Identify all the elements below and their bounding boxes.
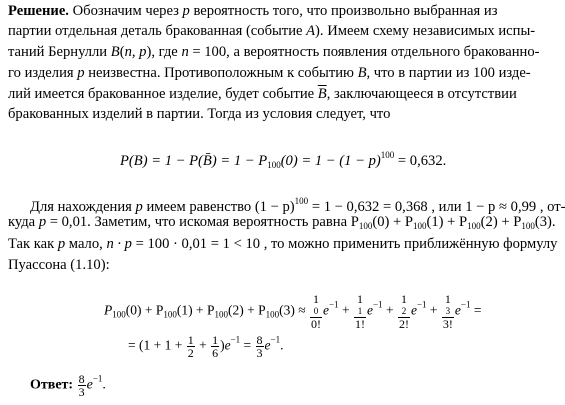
text: = 1 − 0,632 = 0,368 , или 1 − p ≈ 0,99 , от-: [308, 199, 565, 215]
equation-2-line-1: $P_{100}(0) + P_{100}(1) + P_{100}(2) + P_{100}(3)$ ≈ 1 0 0! $e^{-1}$ + 1 1 1! $e^{-1}$ + 1 2 2! $e^{-1}$ + 1 3 3! $e^{-1}$ =: [104, 292, 482, 331]
text: партии отдельная деталь бракованная (событие: [8, 23, 307, 39]
text: неизвестна. Противоположным к событию: [84, 65, 358, 81]
text: Для нахождения: [30, 199, 136, 215]
text: Так как: [8, 236, 58, 252]
text: таний Бернулли: [8, 44, 111, 60]
var-n: n: [181, 44, 189, 60]
var-B: B: [357, 65, 367, 81]
var-B: B: [110, 44, 120, 60]
solution-line-3: таний Бернулли B(n, p), где n = 100, а вероятность появления отдельного бракованно-: [8, 44, 540, 60]
paragraph2-line-2: [8, 213, 556, 235]
e: e: [86, 377, 93, 393]
fraction-3: 1 3 3!: [442, 292, 453, 331]
eq2-P: P: [104, 302, 113, 318]
text: = 100, а вероятность появления отдельного бракованно-: [188, 44, 540, 60]
fraction-0: 1 0 0!: [311, 292, 322, 331]
sub-100: 100: [413, 221, 427, 231]
text: вероятность того, что произвольно выбранная из: [189, 3, 498, 19]
text: , где: [151, 44, 182, 60]
sub-100: 100: [467, 221, 481, 231]
solution-line-2: [8, 22, 535, 40]
text: Пуассона (1.10):: [8, 257, 110, 273]
exp-100: 100: [294, 196, 309, 206]
text: бракованных изделий в партии. Тогда из условия следует, что: [8, 106, 391, 122]
e: e: [410, 302, 417, 318]
n-times-p: n · p: [106, 236, 132, 252]
eq2-sub: 100: [265, 309, 280, 320]
e: e: [366, 302, 373, 318]
var-A: A: [306, 23, 316, 39]
text: лий имеется бракованное изделие, будет событие: [8, 86, 318, 102]
solution-heading: Решение.: [8, 3, 69, 19]
fraction-8-3: $\frac{8}{3}$: [256, 333, 263, 360]
e: e: [323, 302, 330, 318]
text: (1) + P: [426, 214, 468, 230]
sub-100: 100: [521, 221, 535, 231]
e: e: [454, 302, 461, 318]
eq2-sub: 100: [112, 309, 126, 320]
text: Обозначим через: [68, 3, 183, 19]
var-p: p: [57, 236, 66, 252]
answer-label: Ответ:: [30, 377, 74, 393]
eq2-term: (1) + P: [176, 302, 215, 318]
text: (0) + P: [372, 214, 413, 230]
fraction-half: $\frac{1}{2}$: [187, 333, 194, 360]
e: e: [224, 337, 231, 353]
equation-2-line-2: = (1 + 1 + $\frac{1}{2}$ + $\frac{1}{6}$ )$e^{-1}$ = $\frac{8}{3}$ $e^{-1}$.: [128, 333, 284, 360]
text: (2) + P: [480, 214, 522, 230]
text: мало,: [65, 236, 107, 252]
solution-line-1: [8, 2, 497, 20]
sub-100: 100: [358, 221, 373, 231]
fraction-2: 1 2 2!: [398, 292, 409, 331]
solution-line-4: [8, 64, 531, 82]
solution-line-6: [8, 105, 390, 123]
paragraph2-line-3: [8, 235, 557, 253]
equation-1: [120, 150, 446, 170]
paragraph2-line-4: [8, 256, 110, 274]
eq1-lhs: P(B) = 1 − P(B̄) = 1 − P: [120, 153, 268, 169]
text: го изделия: [8, 65, 78, 81]
eq2b-a: = (1 + 1 +: [128, 337, 186, 353]
eq1-sup: 100: [380, 150, 395, 160]
text: = 0,01. Заметим, что искомая вероятность равна P: [46, 214, 359, 230]
var-p: p: [77, 65, 85, 81]
var-p: p: [182, 3, 190, 19]
eq2-sub: 100: [214, 309, 228, 320]
fraction-1: 1 1 1!: [354, 292, 365, 331]
eq2-sub: 100: [163, 309, 177, 320]
solution-line-5: [8, 85, 517, 103]
eq1-rhs: = 0,632.: [394, 153, 447, 169]
bernoulli-args: n, p: [124, 44, 147, 60]
answer-fraction: $\frac{8}{3}$: [78, 372, 85, 399]
e: e: [264, 337, 271, 353]
eq1-mid: (0) = 1 − (1 − p): [280, 153, 381, 169]
text: , заключающееся в отсутствии: [326, 86, 517, 102]
eq2-term: (3) ≈: [279, 302, 310, 318]
var-p: p: [135, 199, 143, 215]
eq2-term: (2) + P: [228, 302, 266, 318]
text: = 100 · 0,01 = 1 < 10 , то можно применить приближённую формулу: [131, 236, 558, 252]
answer-line: Ответ: $\frac{8}{3}$ $e^{-1}$.: [30, 372, 106, 399]
text: , что в партии из 100 изде-: [366, 65, 531, 81]
text: имеем равенство (1 − p): [142, 199, 295, 215]
var-B-bar: $\overline{B}$: [317, 86, 327, 102]
text: ). Имеем схему независимых испы-: [315, 23, 536, 39]
text: куда: [8, 214, 39, 230]
eq2-term: (0) + P: [125, 302, 164, 318]
fraction-sixth: $\frac{1}{6}$: [212, 333, 219, 360]
text: (3).: [534, 214, 556, 230]
var-p: p: [38, 214, 47, 230]
eq1-sub: 100: [267, 160, 281, 170]
